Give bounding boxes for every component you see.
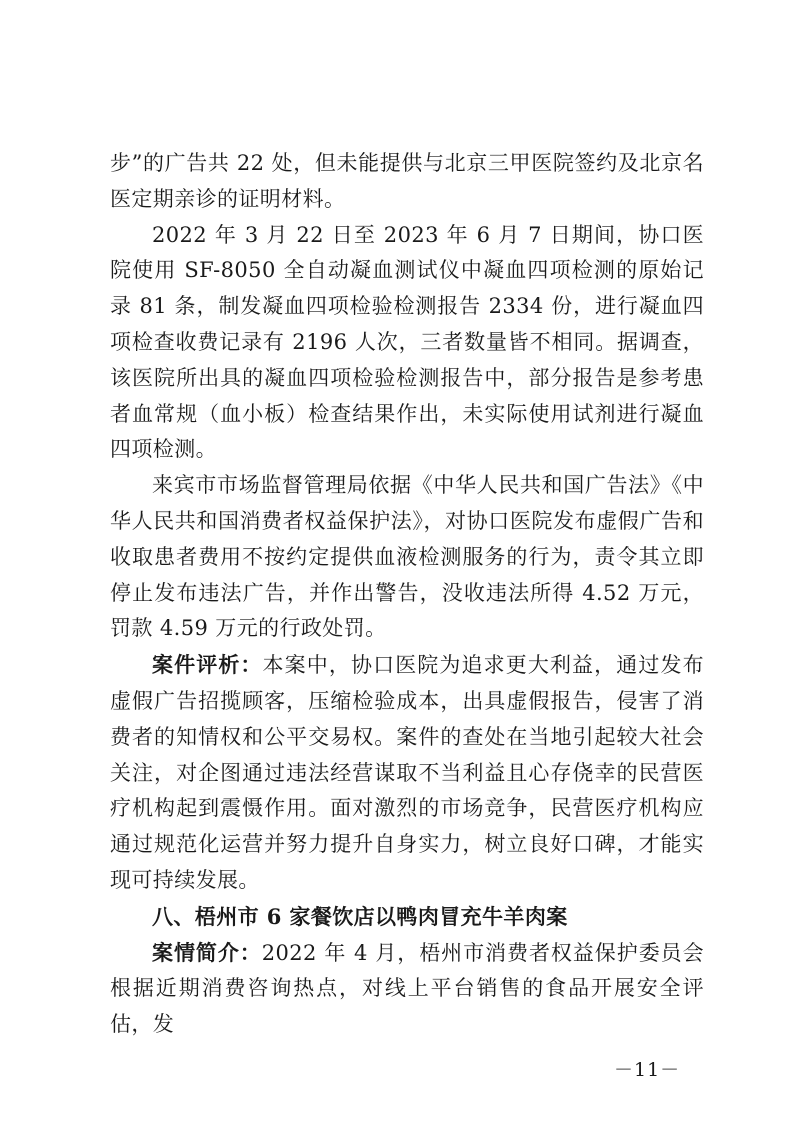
case-analysis-label: 案件评析： xyxy=(152,652,263,678)
case-analysis-text: 本案中，协口医院为追求更大利益，通过发布虚假广告招揽顾客，压缩检验成本，出具虚假报告，侵害了消费者的知情权和公平交易权。案件的查处在当地引起较大社会关注，对企图通过违法经营谋取不当利益且心存侥幸的民营医疗机构起到震慑作用。面对激烈的市场竞争，民营医疗机构应通过规范化运营并努力提升自身实力，树立良好口碑，才能实现可持续发展。 xyxy=(110,653,705,892)
case-summary-label: 案情简介： xyxy=(152,939,262,965)
case-summary-text: 2022 年 4 月，梧州市消费者权益保护委员会根据近期消费咨询热点，对线上平台销售的食品开展安全评估，发 xyxy=(110,940,704,1037)
paragraph-2: 2022 年 3 月 22 日至 2023 年 6 月 7 日期间，协口医院使用 SF-8050 全自动凝血测试仪中凝血四项检测的原始记录 81 条，制发凝血四项检验检测报告 2334 份，进行凝血四项检查收费记录有 2196 人次，三者数量皆不相同。据调查，该医院所出具的凝血四项检验检测报告中，部分报告是参考患者血常规（血小板）检查结果作出，未实际使用试剂进行凝血四项检测。 xyxy=(110,222,704,462)
paragraph-case-analysis xyxy=(110,647,704,899)
document-body xyxy=(110,146,704,1043)
page-number: －11－ xyxy=(614,1059,681,1081)
section-heading: 八、梧州市 6 家餐饮店以鸭肉冒充牛羊肉案 xyxy=(152,903,568,929)
paragraph-1: 步”的广告共 22 处，但未能提供与北京三甲医院签约及北京名医定期亲诊的证明材料。 xyxy=(110,151,704,211)
paragraph-case-summary xyxy=(110,935,704,1043)
paragraph-3: 来宾市市场监督管理局依据《中华人民共和国广告法》《中华人民共和国消费者权益保护法》，对协口医院发布虚假广告和收取患者费用不按约定提供血液检测服务的行为，责令其立即停止发布违法广告，并作出警告，没收违法所得 4.52 万元，罚款 4.59 万元的行政处罚。 xyxy=(110,473,704,641)
